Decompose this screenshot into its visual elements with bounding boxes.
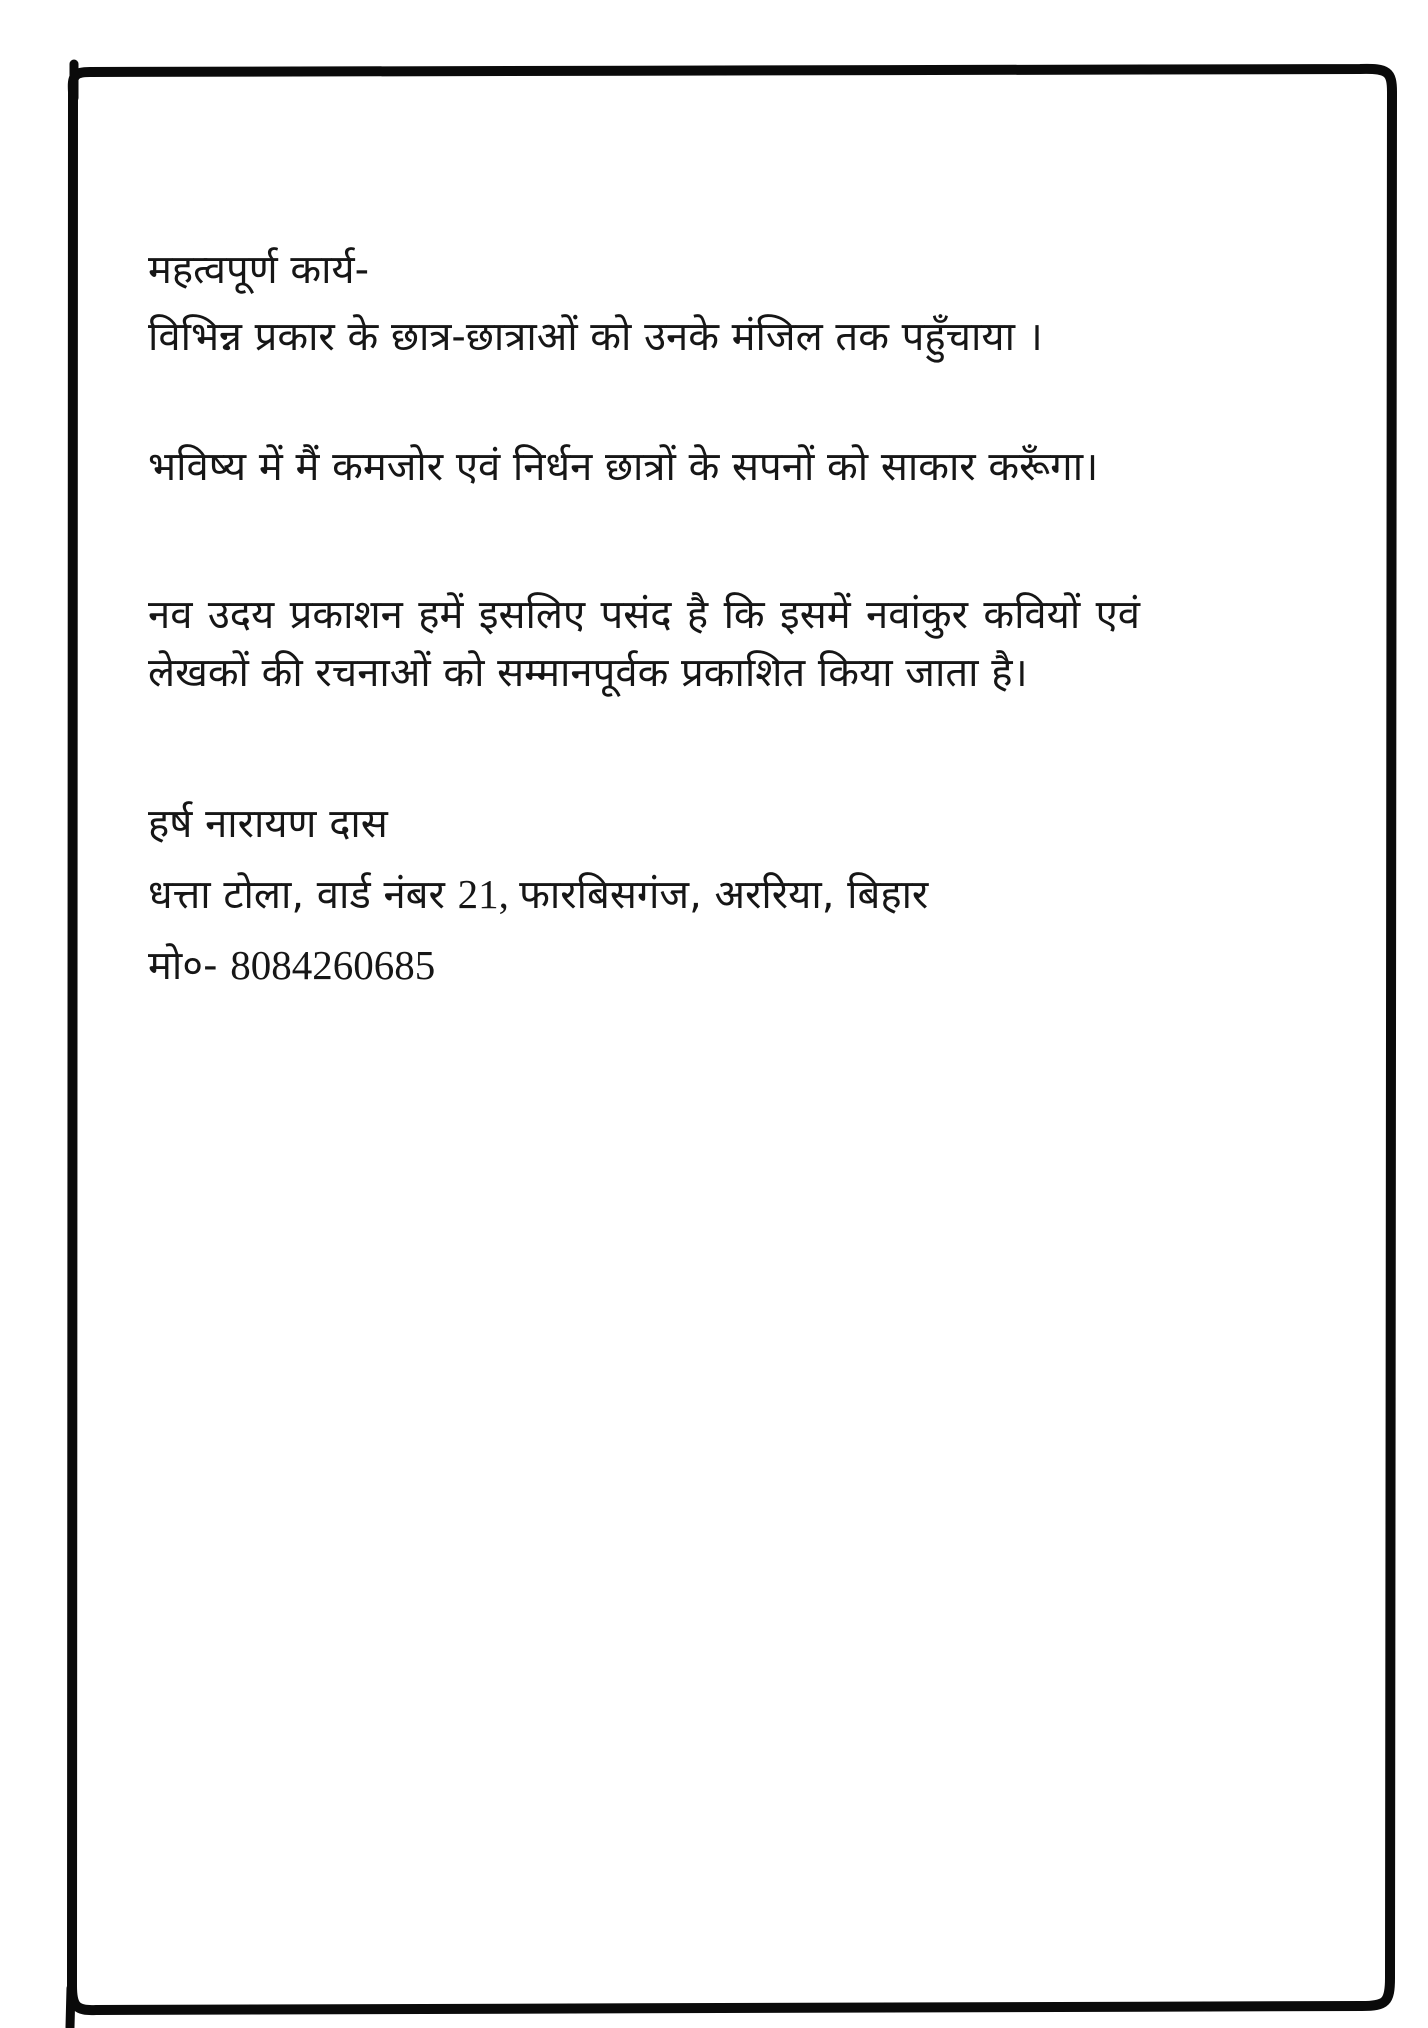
mobile-label: मो०- bbox=[148, 943, 231, 989]
publisher-paragraph-line1: नव उदय प्रकाशन हमें इसलिए पसंद है कि इसमें नवांकुर कवियों एवं bbox=[148, 592, 1140, 638]
signature-address bbox=[148, 867, 1140, 922]
address-ward-number: 21, bbox=[457, 871, 520, 917]
publisher-paragraph-line2: लेखकों की रचनाओं को सम्मानपूर्वक प्रकाशित किया जाता है। bbox=[148, 650, 1028, 696]
address-part1: धत्ता टोला, वार्ड नंबर bbox=[148, 872, 458, 918]
heading-important-work: महत्वपूर्ण कार्य- bbox=[148, 247, 370, 293]
address-part2: फारबिसगंज, अररिया, बिहार bbox=[519, 872, 929, 918]
future-goal-line: भविष्य में मैं कमजोर एवं निर्धन छात्रों के सपनों को साकार करूँगा। bbox=[148, 444, 1099, 490]
achievement-line: विभिन्न प्रकार के छात्र-छात्राओं को उनके मंजिल तक पहुँचाया । bbox=[148, 314, 1043, 360]
signature-name: हर्ष नारायण दास bbox=[148, 801, 388, 847]
signature-mobile bbox=[148, 938, 1140, 993]
mobile-number: 8084260685 bbox=[230, 942, 436, 988]
